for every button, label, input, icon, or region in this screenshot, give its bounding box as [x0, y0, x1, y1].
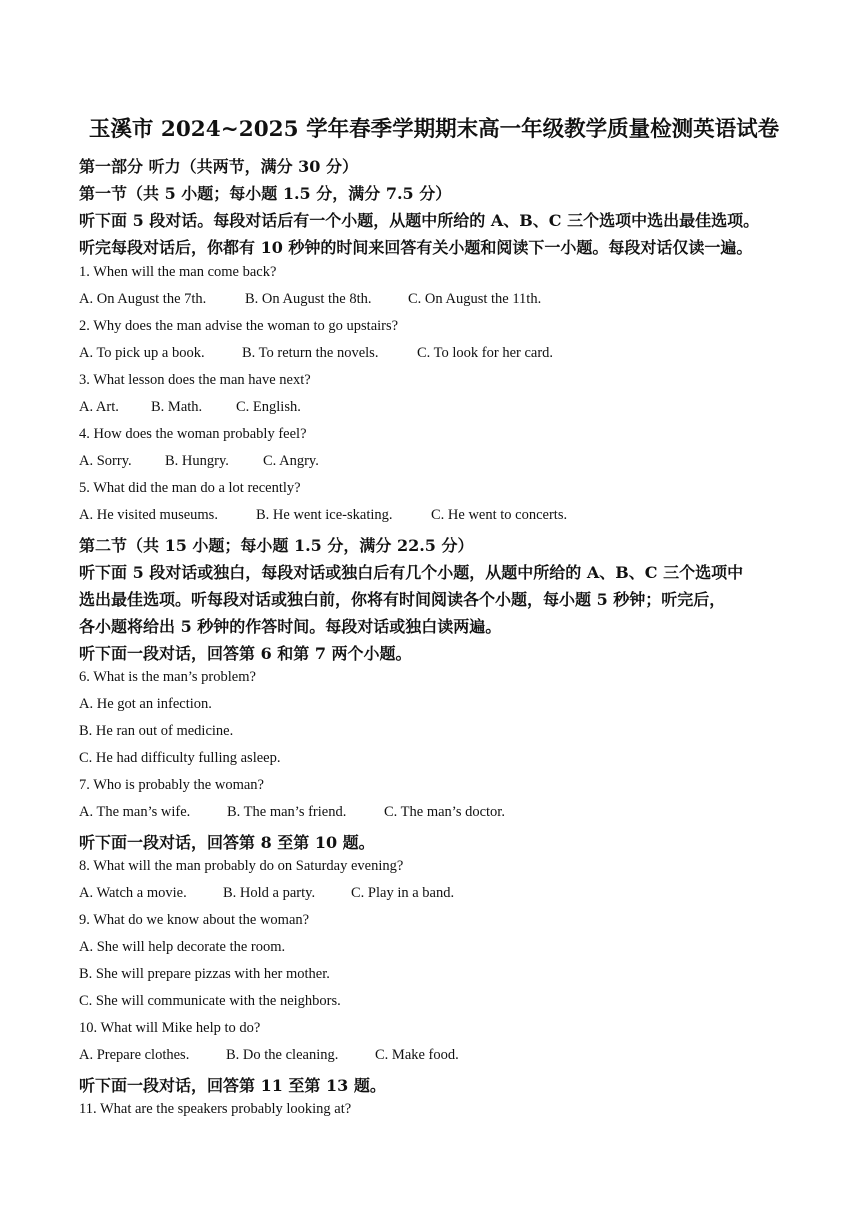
- option-c: C. Play in a band.: [351, 885, 455, 901]
- option-a: A. Sorry.: [79, 453, 132, 469]
- section2-instruction-line: 各小题将给出 5 秒钟的作答时间。每段对话或独白读两遍。: [79, 617, 502, 636]
- option-a: A. Prepare clothes.: [79, 1047, 190, 1063]
- option-b: B. He went ice-skating.: [256, 507, 393, 523]
- question-stem: 8. What will the man probably do on Saturday evening?: [79, 858, 404, 874]
- option-b: B. The man’s friend.: [227, 804, 347, 820]
- option-a: A. Art.: [79, 399, 119, 415]
- option-b: B. On August the 8th.: [245, 291, 372, 307]
- question-stem: 6. What is the man’s problem?: [79, 669, 256, 685]
- question-stem: 11. What are the speakers probably looking at?: [79, 1101, 352, 1117]
- option-b: B. She will prepare pizzas with her mother.: [79, 966, 330, 982]
- section2-instruction-line: 选出最佳选项。听每段对话或独白前，你将有时间阅读各个小题，每小题 5 秒钟；听完后，: [79, 590, 726, 609]
- option-c: C. He had difficulty fulling asleep.: [79, 750, 281, 766]
- question-stem: 4. How does the woman probably feel?: [79, 426, 307, 442]
- part1-heading: 第一部分 听力（共两节，满分 30 分）: [79, 157, 358, 176]
- option-a: A. He visited museums.: [79, 507, 218, 523]
- option-c: C. On August the 11th.: [408, 291, 542, 307]
- option-c: C. She will communicate with the neighbors.: [79, 993, 341, 1009]
- question-stem: 5. What did the man do a lot recently?: [79, 480, 301, 496]
- section1-instruction-line: 听完每段对话后，你都有 10 秒钟的时间来回答有关小题和阅读下一小题。每段对话仅读一遍。: [79, 238, 753, 257]
- option-b: B. Math.: [151, 399, 203, 415]
- option-a: A. She will help decorate the room.: [79, 939, 286, 955]
- option-b: B. To return the novels.: [242, 345, 379, 361]
- option-a: A. Watch a movie.: [79, 885, 187, 901]
- option-b: B. He ran out of medicine.: [79, 723, 234, 739]
- section1-instruction-line: 听下面 5 段对话。每段对话后有一个小题，从题中所给的 A、B、C 三个选项中选出最佳选项。: [79, 211, 760, 230]
- option-b: B. Do the cleaning.: [226, 1047, 339, 1063]
- option-b: B. Hold a party.: [223, 885, 316, 901]
- option-c: C. English.: [236, 399, 301, 415]
- option-c: C. Angry.: [263, 453, 319, 469]
- option-b: B. Hungry.: [165, 453, 229, 469]
- question-stem: 1. When will the man come back?: [79, 264, 277, 280]
- option-c: C. He went to concerts.: [431, 507, 568, 523]
- option-c: C. Make food.: [375, 1047, 459, 1063]
- option-c: C. The man’s doctor.: [384, 804, 505, 820]
- question-stem: 9. What do we know about the woman?: [79, 912, 310, 928]
- option-a: A. To pick up a book.: [79, 345, 205, 361]
- dialog-instruction: 听下面一段对话，回答第 6 和第 7 两个小题。: [79, 644, 412, 663]
- option-a: A. On August the 7th.: [79, 291, 207, 307]
- section2-heading: 第二节（共 15 小题；每小题 1.5 分，满分 22.5 分）: [79, 536, 474, 555]
- question-stem: 3. What lesson does the man have next?: [79, 372, 311, 388]
- page-title: 玉溪市 2024~2025 学年春季学期期末高一年级教学质量检测英语试卷: [88, 117, 780, 142]
- dialog-instruction: 听下面一段对话，回答第 11 至第 13 题。: [79, 1076, 386, 1095]
- option-a: A. The man’s wife.: [79, 804, 191, 820]
- section2-instruction-line: 听下面 5 段对话或独白，每段对话或独白后有几个小题，从题中所给的 A、B、C 三个选项中: [79, 563, 744, 582]
- dialog-instruction: 听下面一段对话，回答第 8 至第 10 题。: [79, 833, 375, 852]
- option-a: A. He got an infection.: [79, 696, 212, 712]
- question-stem: 10. What will Mike help to do?: [79, 1020, 261, 1036]
- section1-heading: 第一节（共 5 小题；每小题 1.5 分，满分 7.5 分）: [79, 184, 452, 203]
- question-stem: 2. Why does the man advise the woman to go upstairs?: [79, 318, 399, 334]
- question-stem: 7. Who is probably the woman?: [79, 777, 264, 793]
- option-c: C. To look for her card.: [417, 345, 554, 361]
